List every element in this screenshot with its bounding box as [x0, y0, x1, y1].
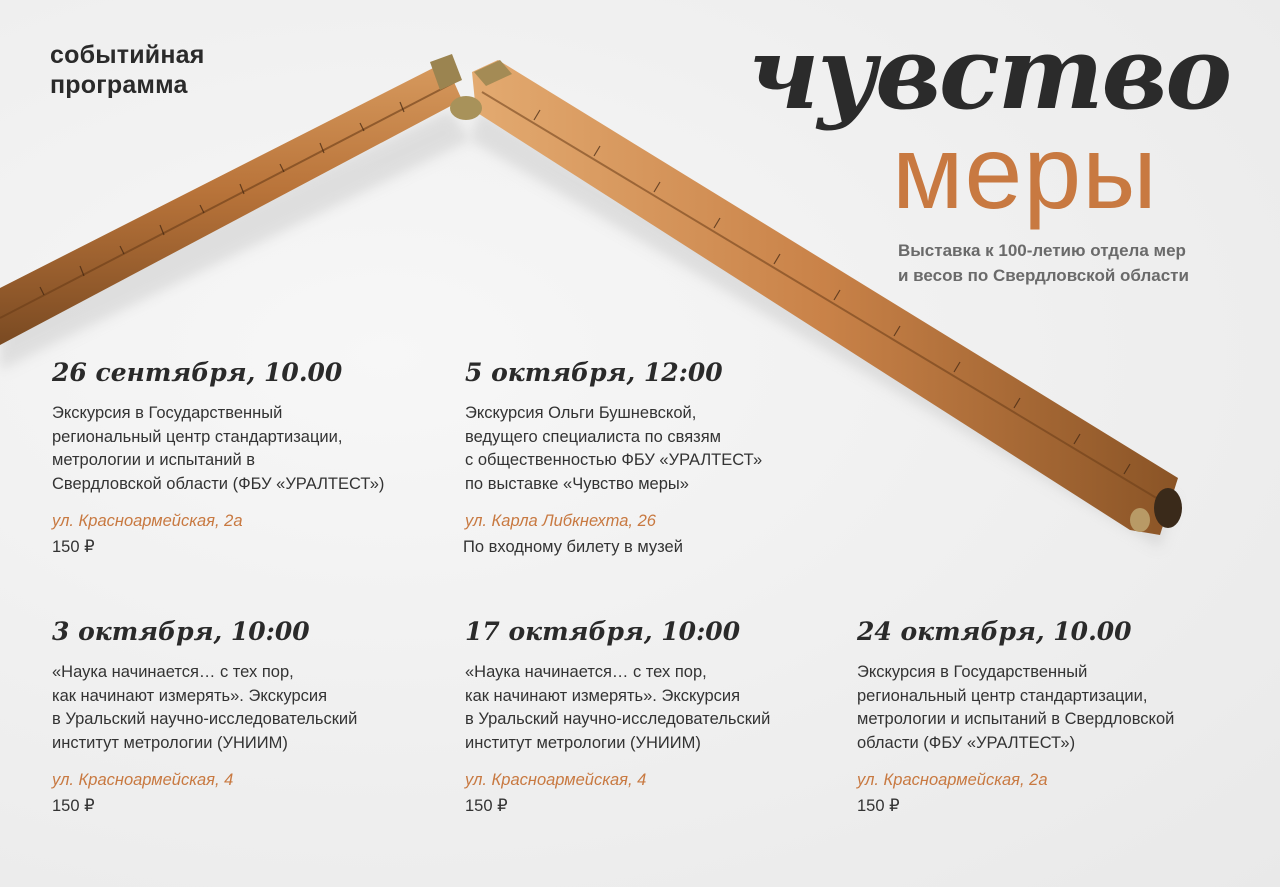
event-description: Экскурсия в Государственный региональный центр стандартизации, метрологии и испытаний в Свердловской области (ФБУ «УРАЛТЕСТ») [857, 663, 1175, 752]
event-card [857, 617, 1257, 817]
event-date: 24 октября, 10.00 [857, 617, 1132, 646]
event-address: ул. Красноармейская, 2а [52, 512, 243, 530]
event-price: 150 ₽ [52, 797, 95, 815]
program-label: событийная программа [50, 41, 205, 99]
event-card [465, 617, 845, 817]
event-price: 150 ₽ [465, 797, 508, 815]
event-card [52, 358, 432, 558]
event-description: Экскурсия в Государственный региональный центр стандартизации, метрологии и испытаний в Свердловской области (ФБУ «УРАЛТЕСТ») [52, 404, 385, 493]
event-date: 3 октября, 10:00 [52, 617, 310, 646]
event-description: Экскурсия Ольги Бушневской, ведущего специалиста по связям с общественностью ФБУ «УРАЛТЕСТ» по выставке «Чувство меры» [465, 404, 763, 493]
event-price: По входному билету в музей [463, 538, 683, 556]
event-card [465, 358, 845, 558]
event-price: 150 ₽ [857, 797, 900, 815]
event-address: ул. Красноармейская, 4 [465, 771, 647, 789]
exhibition-title-line1: чувство [748, 14, 1231, 132]
event-date: 26 сентября, 10.00 [52, 358, 343, 387]
event-description: «Наука начинается… с тех пор, как начинают измерять». Экскурсия в Уральский научно-исследовательский институт метрологии (УНИИМ) [465, 663, 771, 752]
exhibition-title-line2: меры [892, 115, 1158, 231]
event-price: 150 ₽ [52, 538, 95, 556]
exhibition-subtitle: Выставка к 100-летию отдела мер и весов по Свердловской области [898, 241, 1189, 285]
event-address: ул. Красноармейская, 4 [52, 771, 234, 789]
event-card [52, 617, 432, 817]
event-address: ул. Красноармейская, 2а [857, 771, 1048, 789]
event-date: 17 октября, 10:00 [465, 617, 741, 646]
event-address: ул. Карла Либкнехта, 26 [465, 512, 656, 530]
event-date: 5 октября, 12:00 [465, 358, 723, 387]
event-description: «Наука начинается… с тех пор, как начинают измерять». Экскурсия в Уральский научно-исследовательский институт метрологии (УНИИМ) [52, 663, 358, 752]
